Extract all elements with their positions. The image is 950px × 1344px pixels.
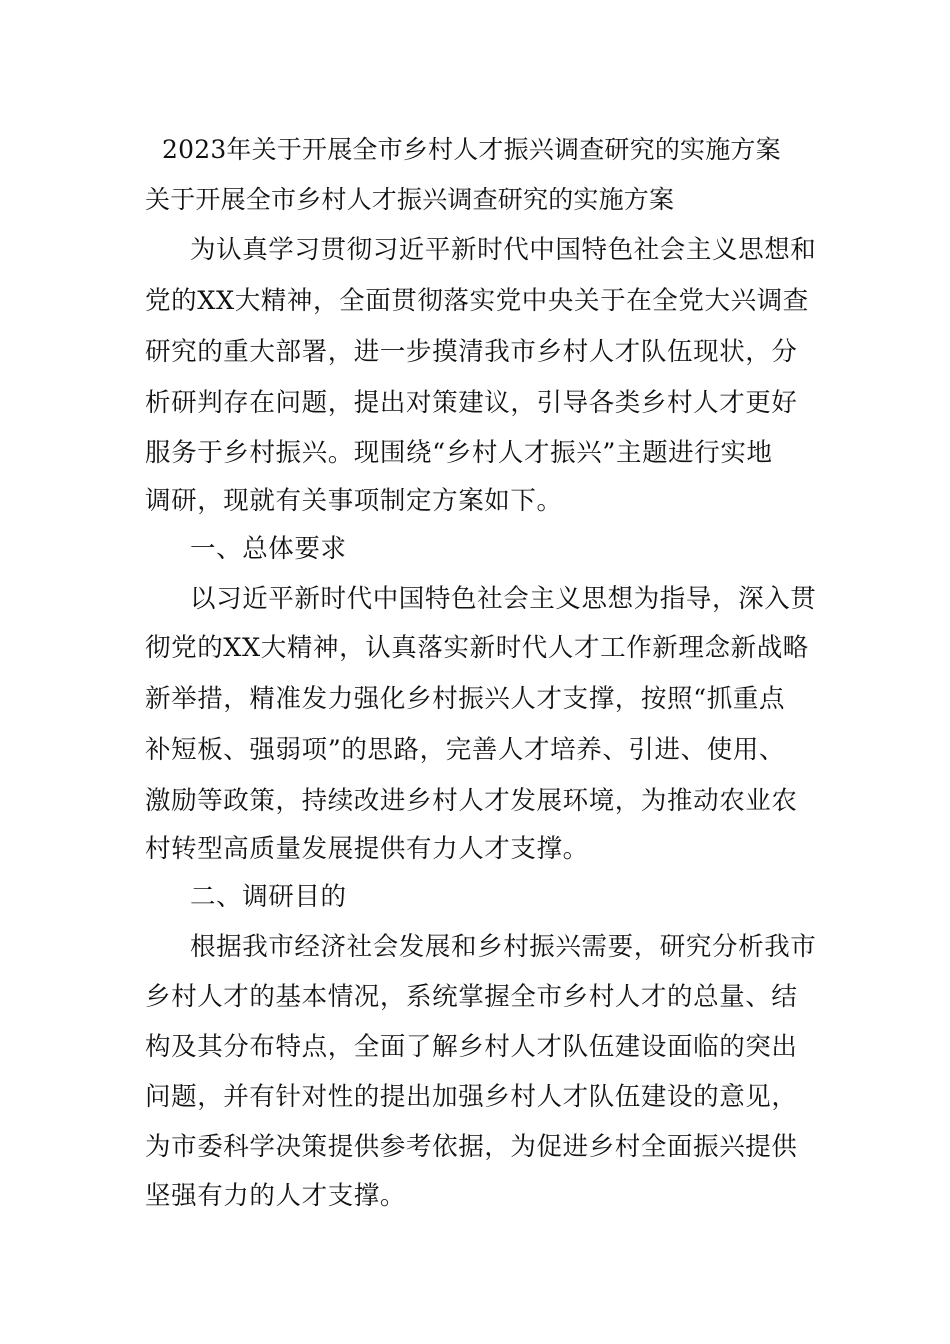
- intro-paragraph-line: 党的XX大精神，全面贯彻落实党中央关于在全党大兴调查: [145, 286, 809, 316]
- section1-paragraph-line: 彻党的XX大精神，认真落实新时代人才工作新理念新战略: [145, 633, 809, 663]
- document-title: 2023年关于开展全市乡村人才振兴调查研究的实施方案: [162, 135, 781, 164]
- section2-paragraph-line: 构及其分布特点，全面了解乡村人才队伍建设面临的突出: [145, 1032, 798, 1062]
- section-heading: 二、调研目的: [190, 882, 347, 912]
- section2-paragraph-line: 乡村人才的基本情况，系统掌握全市乡村人才的总量、结: [145, 982, 798, 1012]
- intro-paragraph-line: 为认真学习贯彻习近平新时代中国特色社会主义思想和: [190, 235, 817, 265]
- section1-paragraph-line: 新举措，精准发力强化乡村振兴人才支撑，按照“抓重点: [145, 684, 786, 714]
- section2-paragraph-line: 为市委科学决策提供参考依据，为促进乡村全面振兴提供: [145, 1132, 798, 1162]
- section1-paragraph-line: 村转型高质量发展提供有力人才支撑。: [145, 834, 589, 864]
- intro-paragraph-line: 研究的重大部署，进一步摸清我市乡村人才队伍现状，分: [145, 337, 798, 367]
- section2-paragraph-line: 坚强有力的人才支撑。: [145, 1181, 407, 1211]
- intro-paragraph-line: 析研判存在问题，提出对策建议，引导各类乡村人才更好: [145, 388, 798, 418]
- section-heading: 一、总体要求: [190, 534, 347, 564]
- section2-paragraph-line: 问题，并有针对性的提出加强乡村人才队伍建设的意见，: [145, 1082, 798, 1112]
- section1-paragraph-line: 补短板、强弱项”的思路，完善人才培养、引进、使用、: [145, 735, 786, 765]
- intro-paragraph-line: 服务于乡村振兴。现围绕“乡村人才振兴”主题进行实地: [145, 438, 773, 468]
- section1-paragraph-line: 激励等政策，持续改进乡村人才发展环境，为推动农业农: [145, 786, 798, 816]
- section2-paragraph-line: 根据我市经济社会发展和乡村振兴需要，研究分析我市: [190, 932, 817, 962]
- section1-paragraph-line: 以习近平新时代中国特色社会主义思想为指导，深入贯: [190, 584, 817, 614]
- intro-paragraph-line: 调研，现就有关事项制定方案如下。: [145, 486, 563, 516]
- document-subtitle: 关于开展全市乡村人才振兴调查研究的实施方案: [145, 185, 675, 214]
